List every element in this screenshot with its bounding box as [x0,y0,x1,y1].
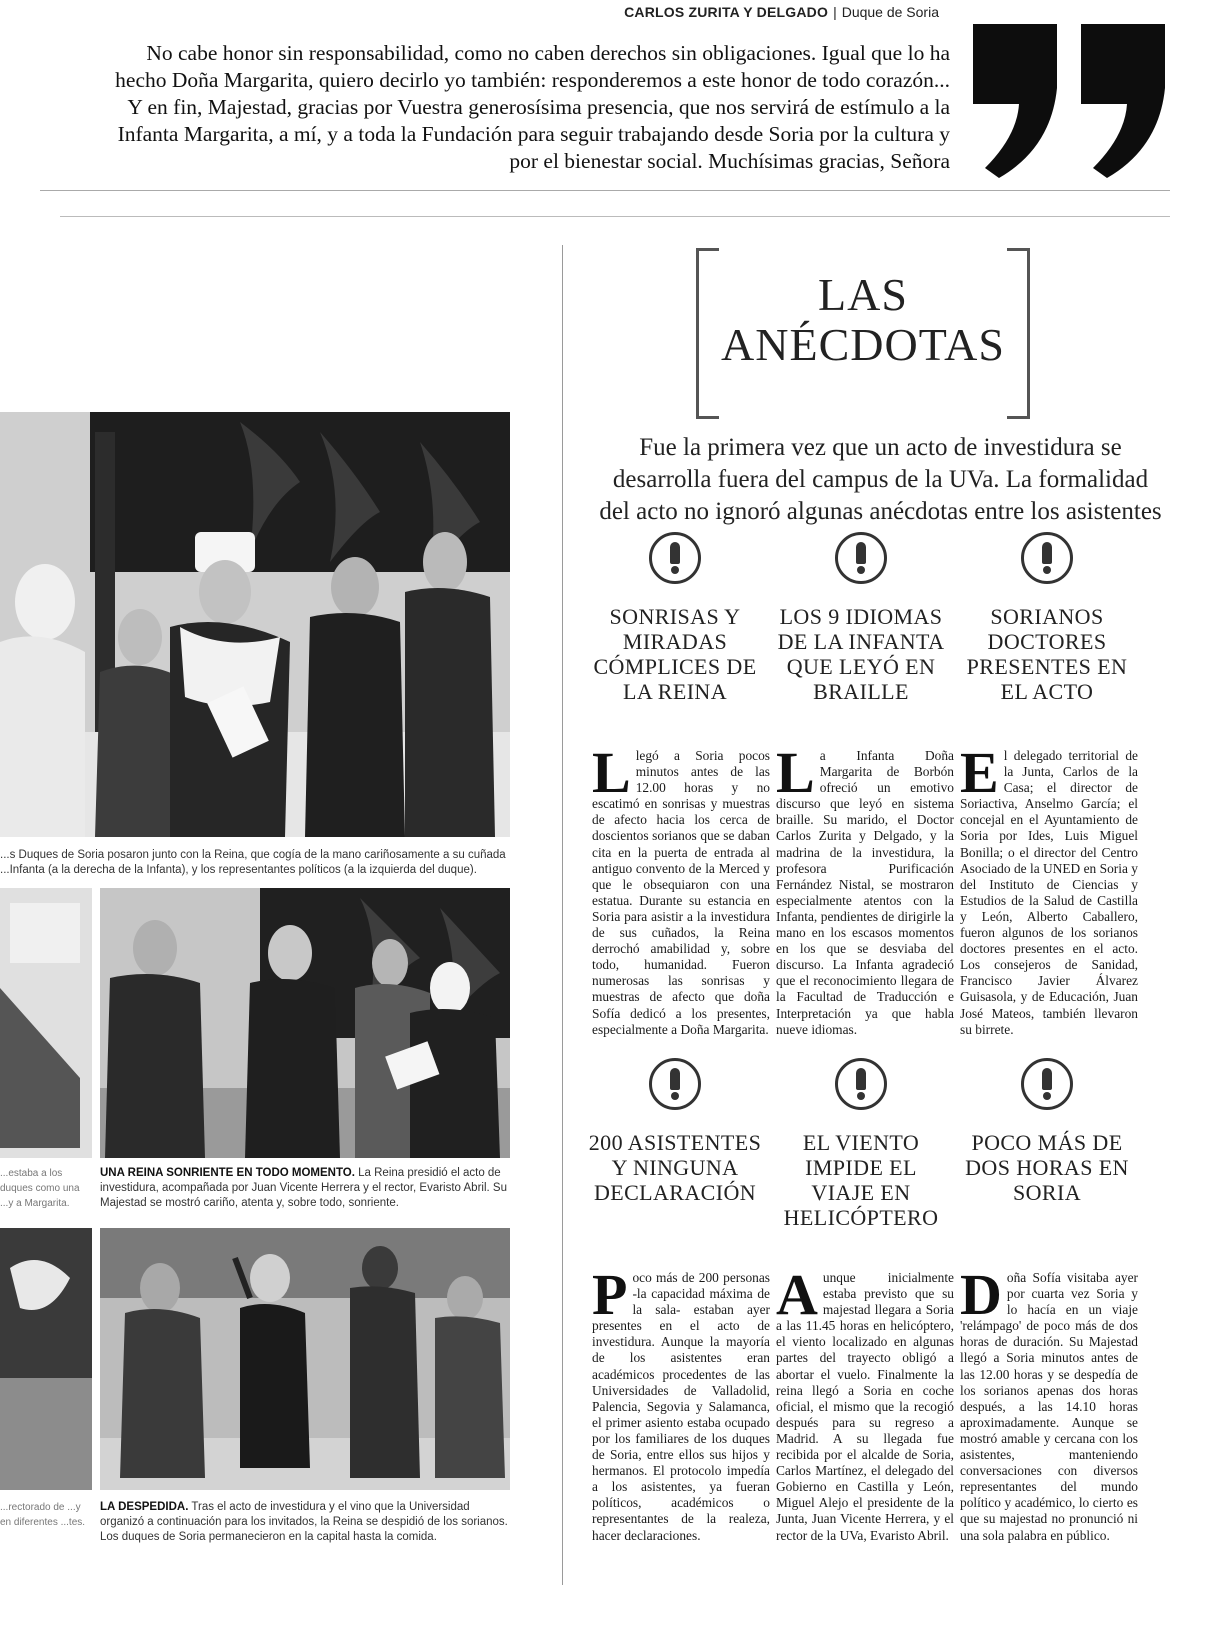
byline-role: Duque de Soria [841,4,939,20]
story-text: oco más de 200 personas -la capacidad máxima de la sala- estaban ayer presentes en el acto de investidura. Aunque la mayoría de los asistentes eran académicos procedentes de las Universidades de Valladolid, Palencia, Segovia y Salamanca, el primer asiento estaba ocupado por los familiares de los duques de Soria, entre ellos sus hijos y hermanos. El protocolo impedía a los asistentes, ya fueran políticos, académicos o representantes de la realeza, hacer declaraciones. [592,1270,770,1543]
drop-cap: L [592,740,631,805]
story-text: a Infanta Doña Margarita de Borbón ofreció un emotivo discurso que leyó en sistema braille. Su marido, el Doctor Carlos Zurita y Delgado, y la madrina de la investidura, la profesora Purificación Fernández Nistal, se mostraron especialmente atentos con la Infanta, pendientes de dirigirle la mano en los escasos momentos en los que se desviaba del discurso. La Infanta agradeció que el reconocimiento llegara de la Facultad de Traducción e Interpretación ya que habla nueve idiomas. [776,748,954,1037]
story-body [960,740,1138,1038]
drop-cap: P [592,1262,628,1327]
story-body [776,1262,954,1544]
exclamation-icon [1021,1058,1073,1110]
divider [40,190,1170,191]
exclamation-icon [835,1058,887,1110]
exclamation-icon [649,1058,701,1110]
story-text: legó a Soria pocos minutos antes de las 12.00 horas y no escatimó en sonrisas y muestras de afecto hacia los cerca de doscientos sorianos que se daban cita en la puerta de entrada al antiguo convento de la Merced y que le obsequiaron con una estatua. Durante su estancia en Soria para asistir a la investidura de sus cuñados, la Reina derrochó amabilidad y, sobre todo, humanidad. Fueron numerosas las sonrisas y muestras de afecto que doña Sofía dedicó a los presentes, especialmente a Doña Margarita. [592,748,770,1037]
photo-side-caption [0,1166,90,1211]
story-body [960,1262,1138,1544]
quote-line: Infanta Margarita, a mí, y a toda la Fundación para seguir trabajando desde Soria por la cultura y [117,122,950,146]
byline [624,4,939,20]
quote-line: Y en fin, Majestad, gracias por Vuestra generosísima presencia, que nos servirá de estímulo a la [127,95,950,119]
story [772,532,950,704]
section-title-line: LAS [818,269,908,320]
exclamation-icon [1021,532,1073,584]
story [586,532,764,704]
caption-line: ...s Duques de Soria posaron junto con la Reina, que cogía de la mano cariñosamente a su cuñada [0,849,506,861]
photo-royal-group [0,412,510,837]
story-body [776,740,954,1038]
story-body [592,740,770,1038]
story-headline: EL VIENTO IMPIDE EL VIAJE EN HELICÓPTERO [783,1130,939,1230]
section-title-line: ANÉCDOTAS [721,319,1005,370]
story-text: unque inicialmente estaba previsto que su majestad llegara a Soria a las 11.45 horas en helicóptero, el viento localizado en algunas partes del trayecto obligó a abortar el vuelo. Finalmente la reina llegó a Soria en coche oficial, el mismo que la recogió después para su regreso a Madrid. A su llegada fue recibida por el alcalde de Soria, Carlos Martínez, el delegado del Gobierno en Castilla y León, Miguel Alejo el presidente de la Junta, Juan Vicente Herrera, y el rector de la UVa, Evaristo Abril. [776,1270,954,1543]
story [958,532,1136,704]
drop-cap: A [776,1262,818,1327]
quote-line: hecho Doña Margarita, quiero decirlo yo también: responderemos a este honor de todo corazón... [115,68,950,92]
story-text: l delegado territorial de la Junta, Carlos de la Casa; el director de Soriactiva, Anselmo García; el concejal en el Ayuntamiento de Soria por Ides, Luis Miguel Bonilla; o el director del Centro Asociado de la UNED en Soria y del Instituto de Ciencias y Estudios de la Salud de Castilla y León, Alberto Caballero, fueron algunos de los sorianos doctores presentes en el acto. Los consejeros de Sanidad, Francisco Javier Álvarez Guisasola, y de Educación, Juan José Mateos, también llevaron su birrete. [960,748,1138,1037]
story-body [592,1262,770,1544]
divider [60,216,1170,217]
quote-line: por el bienestar social. Muchísimas gracias, Señora [509,149,950,173]
photo-farewell [100,1228,510,1490]
quote-line: No cabe honor sin responsabilidad, como no caben derechos sin obligaciones. Igual que lo ha [146,41,950,65]
story-headline: LOS 9 IDIOMAS DE LA INFANTA QUE LEYÓ EN BRAILLE [777,604,945,704]
caption-fragment: ...estaba a los duques como una ...y a Margarita. [0,1168,80,1209]
photo-caption [0,848,512,878]
photo-caption [100,1500,512,1545]
caption-title: LA DESPEDIDA. [100,1501,189,1513]
story [586,1058,764,1205]
caption-text: La Reina presidió el acto de investidura, acompañada por Juan Vicente Herrera y el rector, Evaristo Abril. Su Majestad se mostró cariño, atenta y, sobre todo, sonriente. [100,1167,507,1209]
caption-title: UNA REINA SONRIENTE EN TODO MOMENTO. [100,1167,355,1179]
story [958,1058,1136,1205]
pull-quote [60,40,950,175]
drop-cap: L [776,740,815,805]
drop-cap: E [960,740,999,805]
photo-queen-smiling [100,888,510,1158]
story-headline: 200 ASISTENTES Y NINGUNA DECLARACIÓN [588,1130,762,1205]
column-divider [562,245,563,1585]
photo-side-cropped [0,888,92,1158]
exclamation-icon [649,532,701,584]
byline-separator: | [833,4,837,20]
story-headline: SONRISAS Y MIRADAS CÓMPLICES DE LA REINA [593,604,757,704]
caption-line: ...Infanta (a la derecha de la Infanta), y los representantes políticos (a la izquierda del duque). [0,864,477,876]
caption-text: Tras el acto de investidura y el vino que la Universidad organizó a continuación para los invitados, la Reina se despidió de los sorianos. Los duques de Soria permanecieron en la capital hasta la comida. [100,1501,508,1543]
caption-fragment: ...rectorado de ...y en diferentes ...tes. [0,1502,86,1528]
photo-side-cropped [0,1228,92,1490]
photo-caption [100,1166,512,1211]
section-title [696,248,1030,418]
section-intro: Fue la primera vez que un acto de investidura se desarrolla fuera del campus de la UVa. La formalidad del acto no ignoró algunas anécdotas entre los asistentes [599,434,1162,525]
drop-cap: D [960,1262,1002,1327]
story-text: oña Sofía visitaba ayer por cuarta vez Soria y lo hacía en un viaje 'relámpago' de poco más de dos horas de duración. Su Majestad llegó a Soria minutos antes de las 12.00 horas y se despedía de los sorianos apenas dos horas después, a las 14.10 horas aproximadamente. Aunque se mostró amable y cercana con los asistentes, manteniendo conversaciones con diversos representantes del mundo político y académico, lo cierto es que su majestad no pronunció ni una sola palabra en público. [960,1270,1138,1543]
story [772,1058,950,1230]
exclamation-icon [835,532,887,584]
byline-name: CARLOS ZURITA Y DELGADO [624,4,829,20]
closing-quote-mark-icon [965,18,1180,183]
photo-side-caption [0,1500,90,1530]
story-headline: SORIANOS DOCTORES PRESENTES EN EL ACTO [966,604,1128,704]
story-headline: POCO MÁS DE DOS HORAS EN SORIA [965,1130,1129,1205]
